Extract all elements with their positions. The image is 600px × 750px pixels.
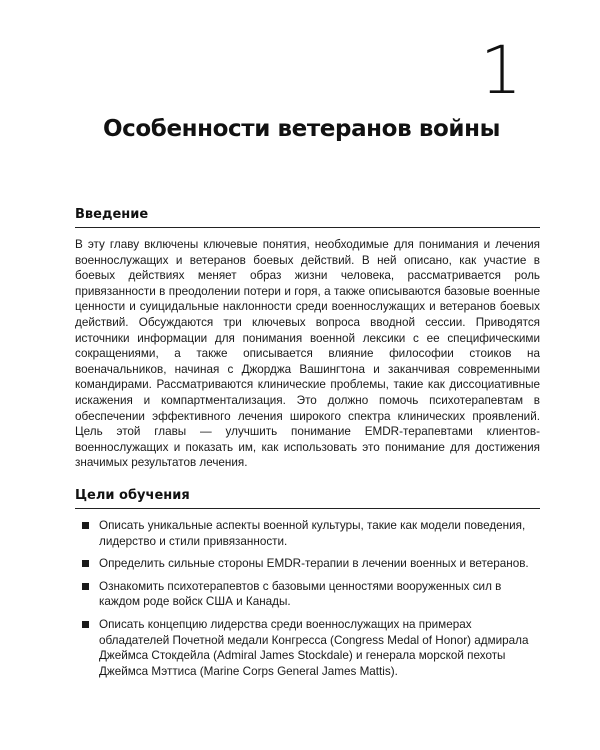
square-bullet-icon xyxy=(82,621,89,628)
list-item xyxy=(75,518,545,549)
goal-text: Описать уникальные аспекты военной культуры, такие как модели поведения, лидерство и стили привязанности. xyxy=(99,519,526,548)
list-item xyxy=(75,579,545,610)
goals-divider xyxy=(75,508,540,509)
square-bullet-icon xyxy=(82,560,89,567)
list-item xyxy=(75,617,545,679)
square-bullet-icon xyxy=(82,522,89,529)
intro-divider xyxy=(75,227,540,228)
goal-text: Ознакомить психотерапевтов с базовыми ценностями вооруженных сил в каждом роде войск США и Канады. xyxy=(99,579,502,609)
goals-heading: Цели обучения xyxy=(75,488,190,503)
list-item xyxy=(75,556,545,572)
intro-paragraph: В эту главу включены ключевые понятия, необходимые для понимания и лечения военнослужащих и ветеранов боевых действий. В ней описано, как участие в боевых действиях меняет образ жизни человека, рассматривается роль привязанности в преодолении потери и горя, а также описываются базовые военные ценности и суицидальные наклонности среди военнослужащих и ветеранов боевых действий. Обсуждаются три ключевых вопроса вводной сессии. Приводятся источники информации для понимания военной лексики с ее специфическими сокращениями, а также описывается влияние философии стоиков на военачальников, начиная с Джорджа Вашингтона и заканчивая современными командирами. Рассматриваются клинические проблемы, такие как диссоциативные искажения и компартментализация. Это должно помочь психотерапевтам в обеспечении эффективного лечения широкого спектра клинических проявлений. Цель этой главы — улучшить понимание EMDR-терапевтами клиентов-военнослужащих и показать им, как использовать это понимание для достижения значимых результатов лечения. xyxy=(75,238,540,470)
square-bullet-icon xyxy=(82,583,89,590)
goals-list xyxy=(75,518,545,686)
chapter-number: 1 xyxy=(480,32,522,109)
goal-text: Определить сильные стороны EMDR-терапии в лечении военных и ветеранов. xyxy=(99,557,529,571)
chapter-title: Особенности ветеранов войны xyxy=(103,116,501,142)
intro-heading: Введение xyxy=(75,207,149,222)
goal-text: Описать концепцию лидерства среди военнослужащих на примерах обладателей Почетной медали Конгресса (Congress Medal of Honor) адмирала Джеймса Стокдейла (Admiral James Stockdale) и генерала морской пехоты Джеймса Мэттиса (Marine Corps General James Mattis). xyxy=(99,617,529,678)
